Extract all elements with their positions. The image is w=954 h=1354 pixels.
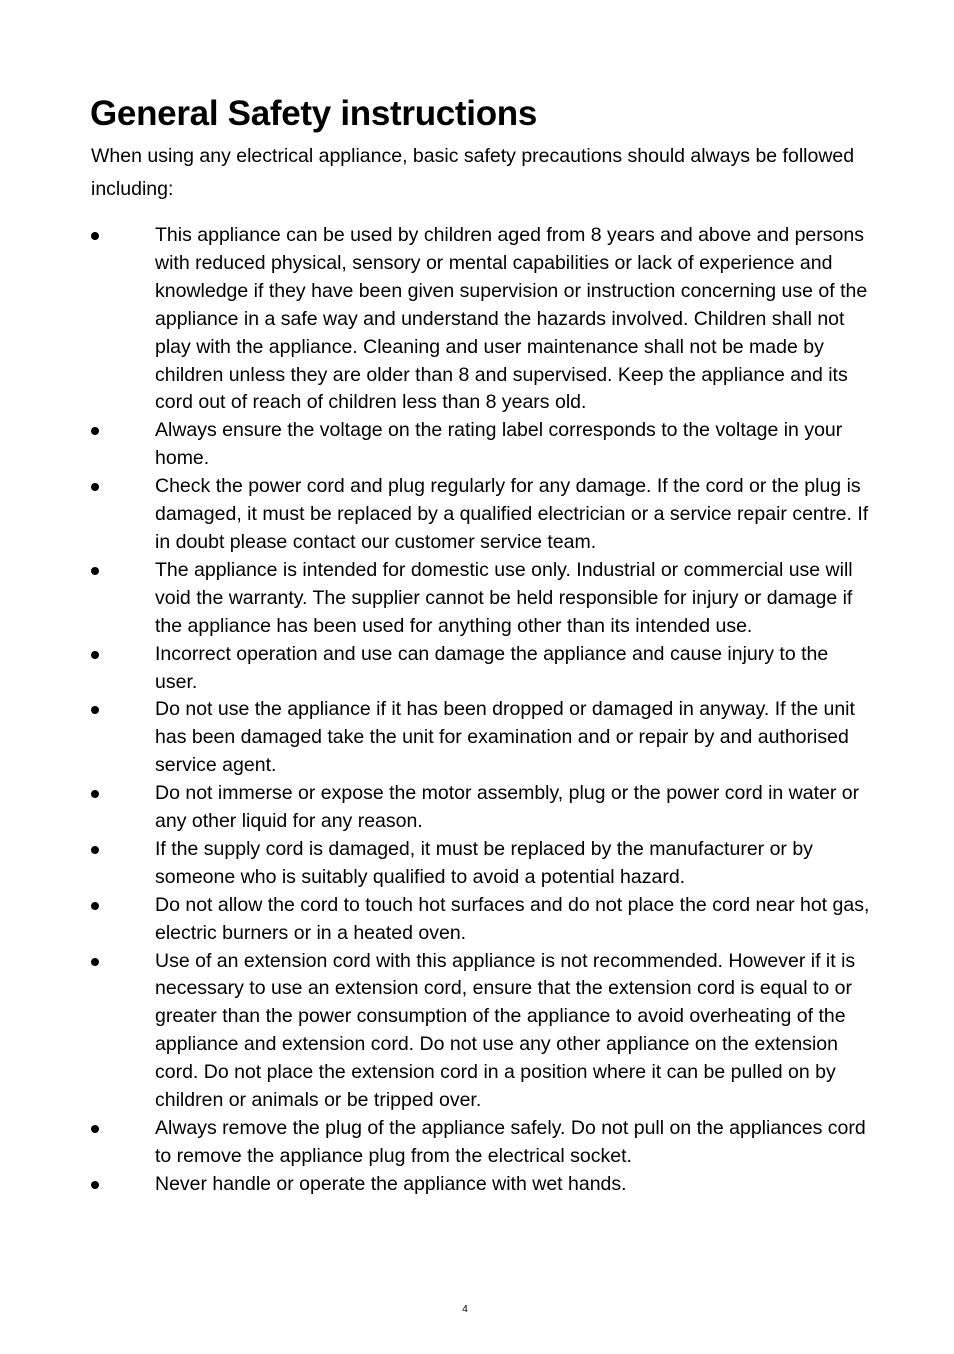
bullet-icon [91,958,99,966]
list-item-text: The appliance is intended for domestic use only. Industrial or commercial use will void the warranty. The supplier cannot be held responsible for injury or damage if the appliance has been used for anything other than its intended use. [155,558,853,637]
list-item-text: Do not use the appliance if it has been dropped or damaged in anyway. If the unit has been damaged take the unit for examination and or repair by and authorised service agent. [155,698,855,777]
list-item [0,1171,875,1199]
list-item-text: Use of an extension cord with this appliance is not recommended. However if it is necessary to use an extension cord, ensure that the extension cord is equal to or greater than the power consumption of the appliance to avoid overheating of the appliance and extension cord. Do not use any other appliance on the extension cord. Do not place the extension cord in a position where it can be pulled on by children or animals or be tripped over. [155,949,856,1112]
intro-paragraph: When using any electrical appliance, basic safety precautions should always be followed including: [91,145,855,200]
list-item-text: Incorrect operation and use can damage the appliance and cause injury to the user. [155,642,829,693]
list-item [0,780,875,836]
bullet-icon [91,483,99,491]
bullet-icon [91,1181,99,1189]
list-item [0,1115,875,1171]
bullet-icon [91,846,99,854]
bullet-icon [91,232,99,240]
page-number: 4 [462,1304,468,1315]
list-item [0,473,875,557]
bullet-icon [91,567,99,575]
page-title: General Safety instructions [90,94,538,133]
list-item-text: Check the power cord and plug regularly for any damage. If the cord or the plug is damaged, it must be replaced by a qualified electrician or a service repair centre. If in doubt please contact our customer service team. [155,475,869,553]
list-item-text: If the supply cord is damaged, it must be replaced by the manufacturer or by someone who is suitably qualified to avoid a potential hazard. [155,837,813,888]
list-item [0,948,875,1115]
bullet-icon [91,651,99,659]
bullet-icon [91,1125,99,1133]
list-item [0,696,875,780]
bullet-icon [91,427,99,435]
list-item [0,417,875,473]
list-item [0,557,875,641]
list-item-text: Never handle or operate the appliance with wet hands. [155,1172,627,1195]
list-item-text: Do not immerse or expose the motor assembly, plug or the power cord in water or any other liquid for any reason. [155,782,860,833]
list-item [0,892,875,948]
list-item [0,641,875,697]
list-item [0,222,875,417]
bullet-icon [91,790,99,798]
list-item-text: Always ensure the voltage on the rating label corresponds to the voltage in your home. [155,419,843,470]
bullet-icon [91,902,99,910]
safety-instructions-list [0,222,954,1199]
list-item-text: This appliance can be used by children aged from 8 years and above and persons with reduced physical, sensory or mental capabilities or lack of experience and knowledge if they have been given supervision or instruction concerning use of the appliance in a safe way and understand the hazards involved. Children shall not play with the appliance. Cleaning and user maintenance shall not be made by children unless they are older than 8 and supervised. Keep the appliance and its cord out of reach of children less than 8 years old. [155,224,868,414]
list-item-text: Always remove the plug of the appliance safely. Do not pull on the appliances cord to remove the appliance plug from the electrical socket. [155,1117,866,1167]
list-item-text: Do not allow the cord to touch hot surfaces and do not place the cord near hot gas, electric burners or in a heated oven. [155,893,870,944]
list-item [0,836,875,892]
bullet-icon [91,706,99,714]
